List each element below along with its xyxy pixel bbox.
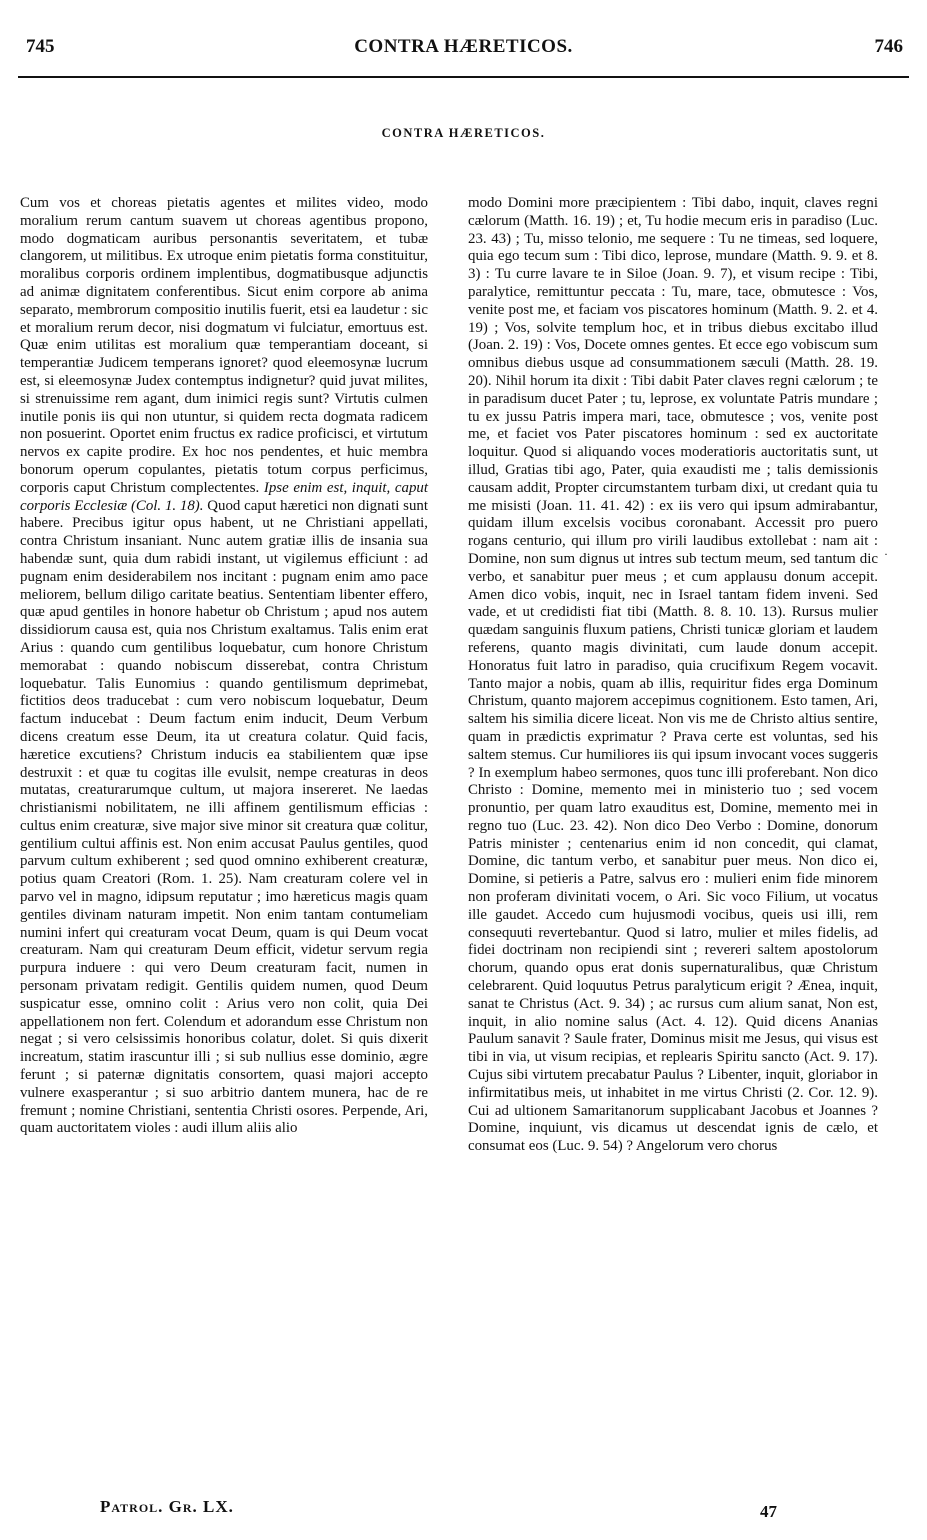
left-column-number: 745	[26, 36, 55, 57]
left-quotation: Ipse enim est, inquit, caput corporis Ecclesiæ (Col. 1. 18).	[20, 479, 428, 514]
left-column	[20, 195, 428, 1138]
margin-mark: ·	[884, 547, 888, 561]
header-rule	[18, 76, 909, 78]
right-column-number: 746	[874, 36, 903, 57]
running-title: CONTRA HÆRETICOS.	[354, 36, 573, 57]
right-paragraph: modo Domini more præcipientem : Tibi dabo, inquit, claves regni cælorum (Matth. 16. 19) ; et, Tu hodie mecum eris in paradiso (Luc. 23. 43) ; Tu, misso telonio, me sequere : Tu ne timeas, sed loquere, quia ego tecum sum : Tibi dico, leprose, mundare (Matth. 9. 9. et 8. 3) : Tu curre lavare te in Siloe (Joan. 9. 7), et visum recipe : Tibi, paralytice, remittuntur peccata : Tu, mare, tace, obmutesce : Vos, venite post me, et faciam vos piscatores hominum (Matth. 9. 2. et 4. 19) ; Vos, solvite templum hoc, et in tribus diebus excitabo illud (Joan. 2. 19) : Vos, Docete omnes gentes. Et ecce ego vobiscum sum omnibus diebus usque ad consummationem sæculi (Matth. 28. 19. 20). Nihil horum ita dixit : Tibi dabit Pater claves regni cælorum ; te in paradisum ducet Pater ; tu, leprose, ex voluntate Patris mundare ; tu ex jussu Patris impera mari, tace, obmutesce ; vos, venite post me, et faciet vos Pater piscatores hominum : sed ex auctoritate loquitur. Quod si aliquando voces moderatioris auctoritatis sunt, ut illud, Gratias tibi ago, Pater, quia exaudisti me ; talis demissionis causam addit, Propter circumstantem turbam dixi, ut credant quia tu me misisti (Joan. 11. 41. 42) : ex iis vero qui ipsum admirabantur, quidam illum excelsis vocibus coronabant. Accessit pro puero rogans centurio, qui illum pro virili laudibus extollebat : nam ait : Domine, non sum dignus ut intres sub tectum meum, sed tantum dic verbo, et sanabitur puer meus ; et cum applausu donum accepit. Amen dico vobis, inquit, nec in Israel tantam fidem inveni. Sed vade, et ut credidisti fiat tibi (Matth. 8. 8. 10. 13). Rursus mulier quædam sanguinis fluxum patiens, Christi tunicæ gloriam et laudem referens, quanto magis divinitati, cum laude donum accepit. Honoratus fuit latro in paradiso, quia crucifixum Regem vocavit. Tanto major a nobis, quam ab illis, requiritur fides erga Dominum Christum, quanto majorem accepimus cognitionem. Esto tamen, Ari, saltem his similia dicere liceat. Non vis me de Christo altius sentire, quam in prædictis exprimatur ? Prava certe est voluntas, sed his saltem stemus. Cur humiliores iis qui ipsum invocant voces suggeris ? In exemplum habeo sermones, quos tunc illi proferebant. Non dico Christo : Domine, memento mei in ministerio tuo ; sed vocem pronuntio, per quam latro exauditus est, Domine, memento mei in regno tuo (Luc. 23. 42). Non dico Deo Verbo : Domine, donorum Patris minister ; centenarius enim id non concedit, qui clamat, Domine, dic tantum verbo, et sanabitur puer meus. Non dico ei, Domine, si petieris a Patre, salvus ero : mulieri enim fide minorem non proferam divinitati vocem, o Ari. Sic voco Filium, ut vocatus ille gaudet. Accedo cum hujusmodi vocibus, queis usi illi, rem consequuti revertebantur. Quod si latro, mulier et miles fidelis, ad fidei doctrinam non recipiendi sint ; revereri saltem apostolorum chorum, quando opus erat donis supernaturalibus, quæ Christum celebrarent. Quid loquutus Petrus paralyticum erigit ? Ænea, inquit, sanat te Christus (Act. 9. 34) ; ac rursus cum alium sanat, Non est, inquit, in alio nomine salus (Act. 4. 12). Quid dicens Ananias Paulum sanavit ? Saule frater, Dominus misit me Jesus, qui visus est tibi in via, ut visum recipias, et replearis Spiritu sancto (Act. 9. 17). Cujus sibi virtutem precabatur Paulus ? Libenter, inquit, gloriabor in infirmitatibus meis, ut inhabitet in me virtus Christi (2. Cor. 12. 9). Cui ad ultionem Samaritanorum supplicabant Jacobus et Joannes ? Domine, inquiunt, vis dicamus ut descendat ignis de cælo, et consumat eos (Luc. 9. 54) ? Angelorum vero chorus	[468, 195, 878, 1155]
running-header	[18, 32, 909, 60]
left-paragraph-2: Quod caput hæretici non dignati sunt habere. Precibus igitur opus habent, ut ne Christiani appellati, contra Christum insaniant. Nunc autem gratiæ illis de insania sua habendæ sunt, quia dum rabidi instant, ut vigilemus efficiunt : ad pugnam enim desiderabilem nos incitant : pugnam enim amo pace meliorem, bellum diligo caritate beatius. Sententiam libenter effero, quæ apud gentiles in honore habetur ob Christum ; apud nos autem dissidiorum causa est, quia nos Christum exaltamus. Talis enim erat Arius : quando cum gentilibus loquebatur, cum honore Christum memorabat : quando nobiscum disserebat, contra Christum loquebatur. Talis Eunomius : quando gentilismum deprimebat, fictitios deos traducebat : cum vero nobiscum loquebatur, Deum factum inducebat : Deum factum enim inducit, Deum Verbum dicens creatum esse Deum, ita ut creatura colatur. Quid facis, hæretice excutiens? Christum inducis ea stabilientem quæ ipse destruxit : et quæ tu cogitas ille evulsit, nempe creaturas in deos mutatas, creaturarumque cultum, ut majora insereret. Ne laedas christianismi nobilitatem, ne illi affinem gentilismum efficias : cultus enim creaturæ, sive major sive minor sit creatura quæ colitur, gentilium cultui affinis est. Non enim accusat Paulus gentiles, quod parvum cultum exhiberent ; sed quod omnino exhiberent creaturæ, potius quam Creatori (Rom. 1. 25). Nam creaturam colere vel in parvo vel in magno, idipsum reputatur ; imo hæreticus magis quam gentiles divinam naturam impetit. Non enim tantam contumeliam numini infert qui creaturam vocat Deum, quam is qui Deum vocat creaturam. Nam qui creaturam Deum efficit, videtur servum regia purpura induere : qui vero Deum creaturam facit, numen in personam privatam redigit. Gentilis quidem numen, quod Deum suspicatur esse, omnino colit : Arius vero non colit, quia Dei appellationem non fert. Colendum et adorandum esse Christum non negat ; si vero celsissimis honoribus colatur, dolet. Si quis dixerit increatum, statim irascuntur illi ; si sub nullius esse dominio, ægre ferunt ; si paternæ dignitatis consortem, quasi majori accepto vulnere exasperantur ; si suo arbitrio dantem munera, hac de re fremunt ; nomine Christiani, sententia Christi osores. Perpende, Ari, quam auctoritatem violes : audi illum aliis alio	[20, 497, 428, 1137]
sheet-number: 47	[760, 1502, 777, 1521]
section-title: CONTRA HÆRETICOS.	[381, 126, 546, 140]
sheet-signature: Patrol. Gr. LX.	[100, 1497, 234, 1516]
left-paragraph-1: Cum vos et choreas pietatis agentes et milites video, modo moralium rerum cantum suavem ut choreas agentibus propono, modo dogmaticam auribus personantis severitatem, et tubæ clangorem, ut militibus. Ex utroque enim pietatis forma constituitur, moralibus corporis ordinem implentibus, dogmatibusque adjunctis ad animæ dignitatem conferentibus. Sicut enim corpore ab anima separato, membrorum compositio inutilis fuerit, etsi ea laudetur : sic et moralium rerum decor, nisi dogmatum vi fulciatur, emortuus est. Quæ enim utilitas est moralium quæ temperantiam doceant, si temperantiæ Judicem temperans ignoret? quod eleemosynæ lucrum est, si eleemosynæ Judex contemptus indignetur? quid juvat milites, si strenuissime rem agant, dum inimici regis sunt? Virtutis culmen inutile ponis iis qui non utuntur, si quidem recta dogmata radicem non posuerint. Oportet enim fructus ex radice proficisci, et virtutum nervos ex capite prodire. Ex hoc nos pendentes, et huic membra bonorum operum copulantes, pietatis totum corpus perficimus, corporis caput Christum complectentes.	[20, 195, 428, 496]
right-column	[468, 195, 878, 1156]
